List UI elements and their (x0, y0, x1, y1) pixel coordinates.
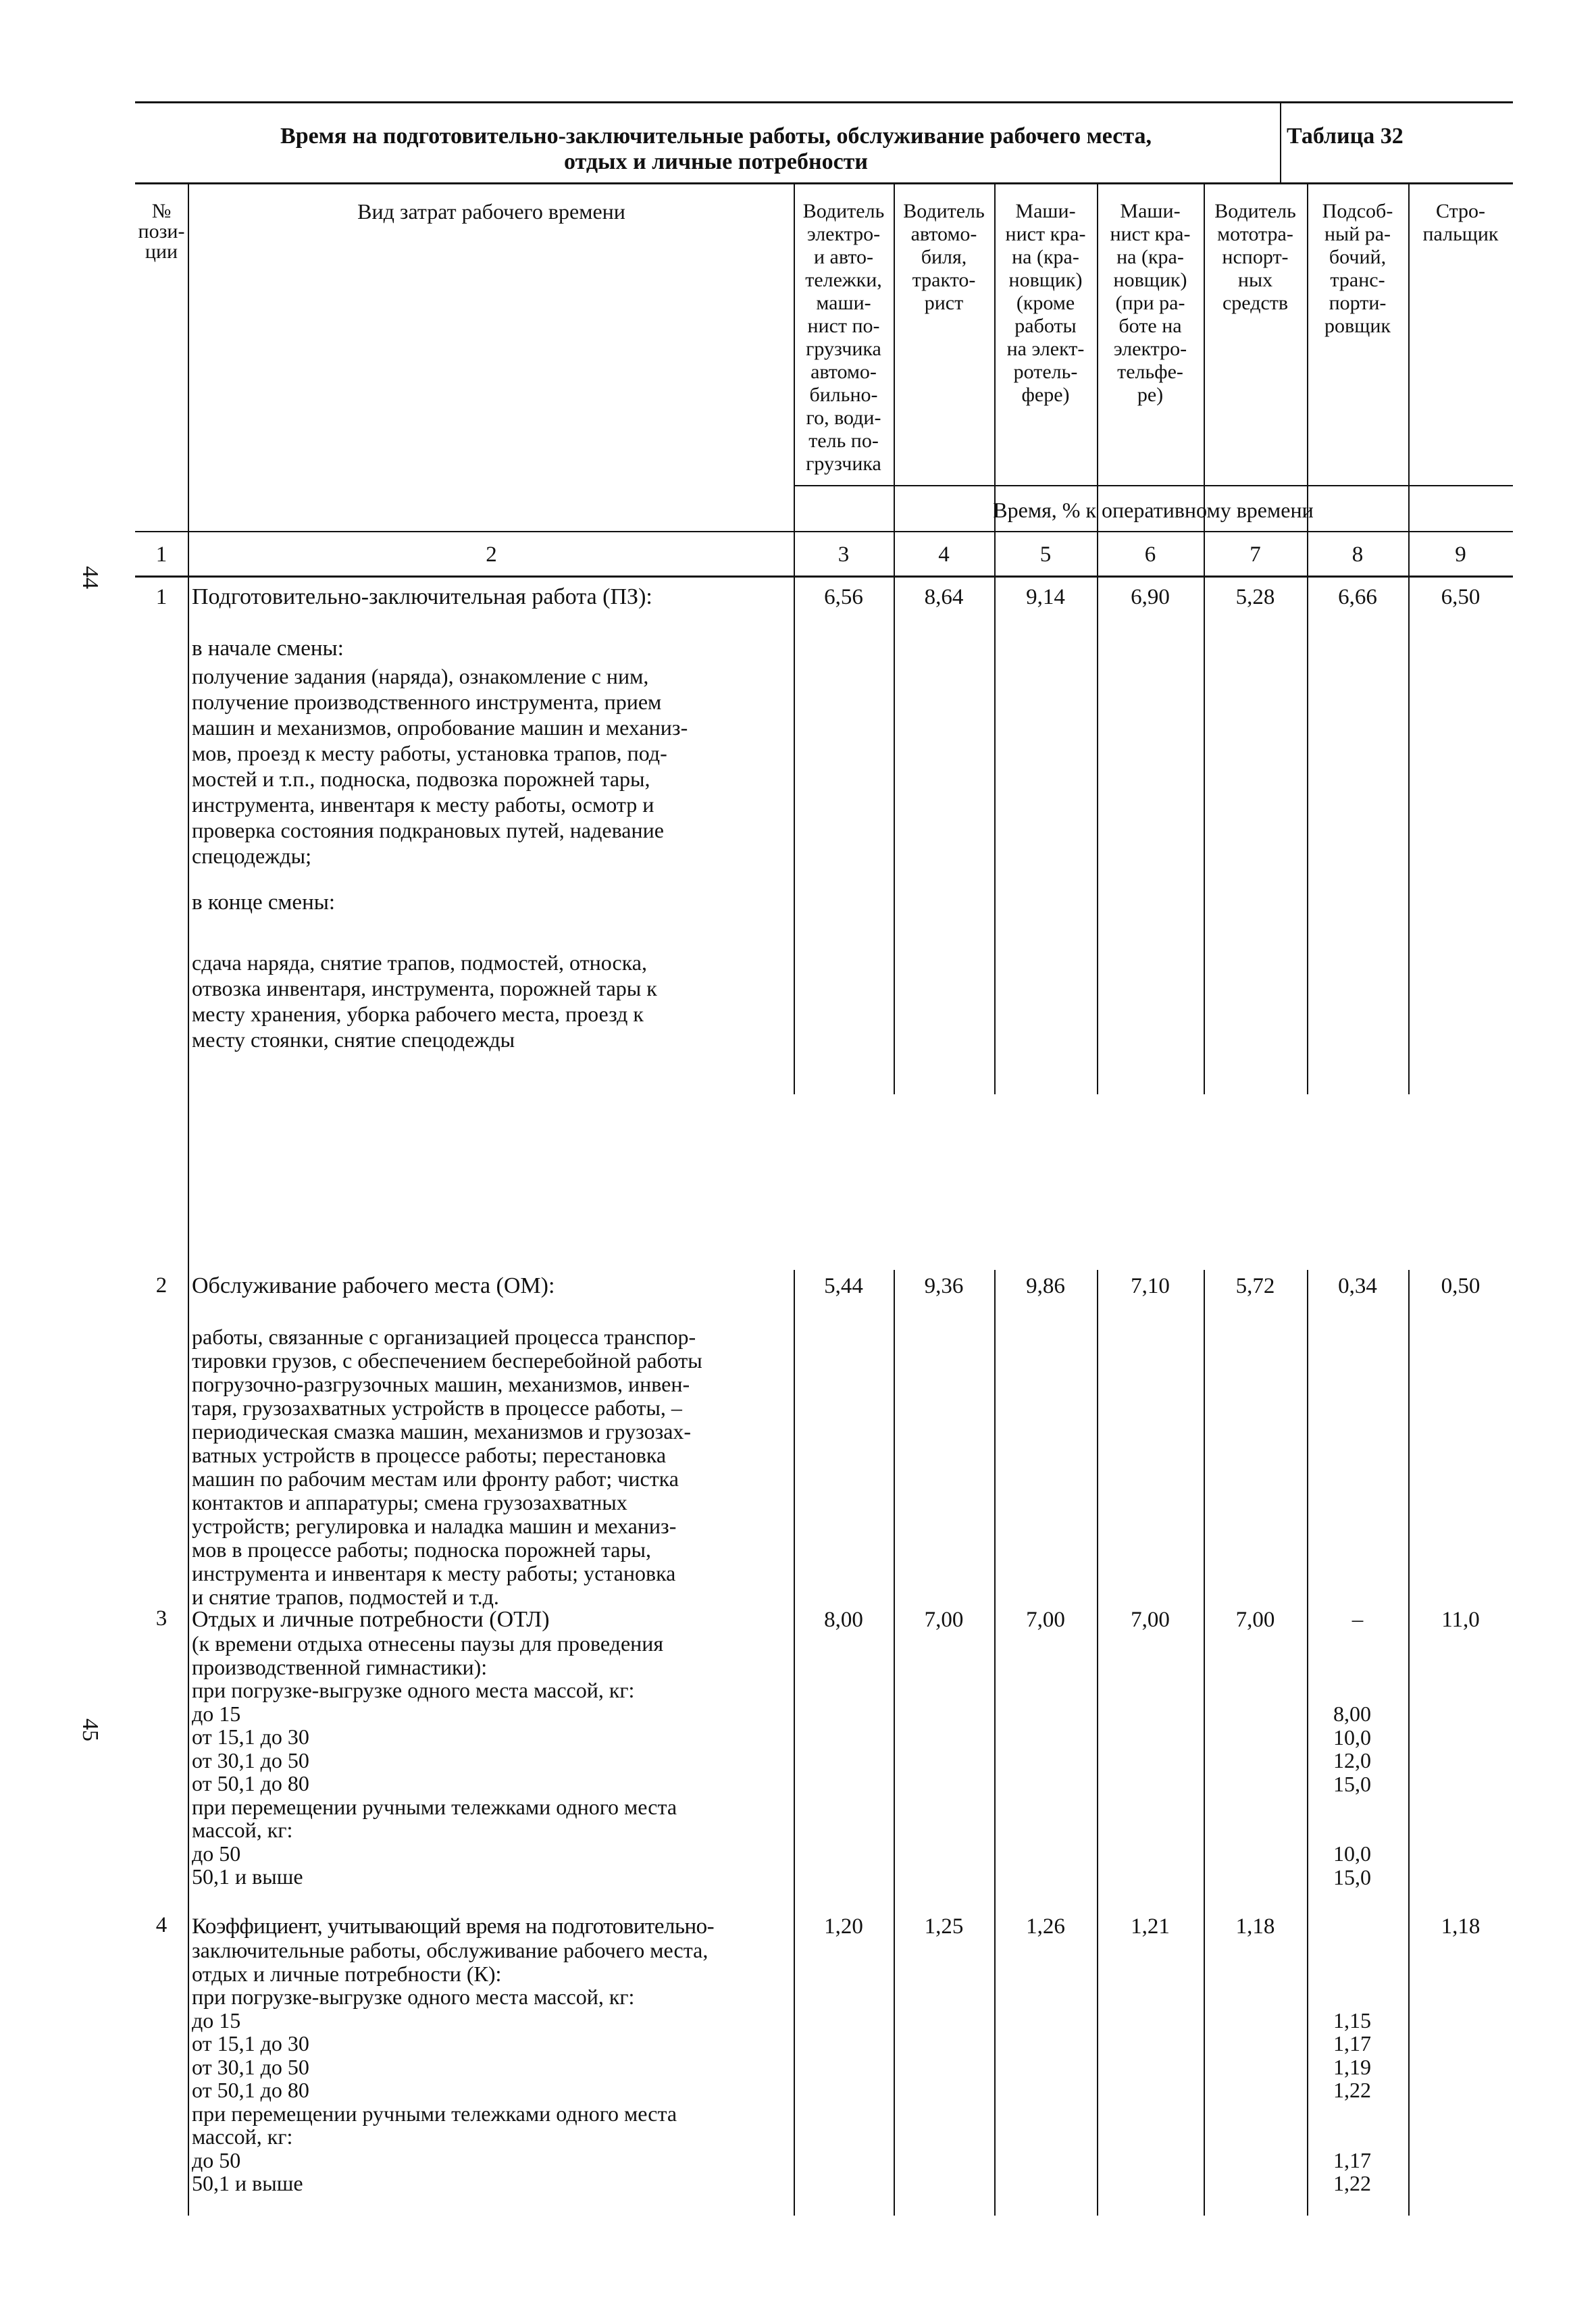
col-header-crane-telpher: Маши- нист кра- на (кра- новщик) (при ра- боте на электро- тельфе- ре) (1110, 200, 1191, 406)
row-sub-value: 1,17 (1333, 2031, 1371, 2056)
row-sub-value: 10,0 (1333, 1725, 1371, 1750)
row-value: – (1352, 1608, 1364, 1632)
row-sub-value: 8,00 (1333, 1702, 1371, 1726)
row-value: 6,50 (1441, 585, 1481, 609)
page-title-line1: Время на подготовительно-заключительные работы, обслуживание рабочего места, (280, 124, 1152, 149)
row-sub-value: 1,17 (1333, 2147, 1371, 2172)
row-value: 9,36 (924, 1274, 964, 1298)
row-value: 8,00 (824, 1608, 863, 1632)
row-value: 6,90 (1131, 585, 1170, 609)
time-header: Время, % к оперативному времени (993, 498, 1314, 522)
col-header-driver-auto: Водитель автомо- биля, тракто- рист (903, 200, 985, 314)
row-position: 3 (155, 1606, 168, 1631)
row-value: 1,18 (1441, 1914, 1481, 1939)
row-sub-value: 15,0 (1333, 1771, 1371, 1796)
page-title-line2: отдых и личные потребности (564, 149, 868, 174)
row-value: 5,72 (1235, 1274, 1275, 1298)
col-number: 8 (1352, 542, 1364, 567)
col-line-6 (1204, 182, 1205, 1094)
row-value: 8,64 (924, 585, 964, 609)
col-line-3 (894, 182, 895, 1094)
row-position: 4 (155, 1913, 168, 1937)
col-header-kind: Вид затрат рабочего времени (357, 199, 625, 224)
row-value: 9,14 (1026, 585, 1065, 609)
row-title: Подготовительно-заключительная работа (ПЗ): (192, 584, 652, 609)
col-number: 5 (1039, 542, 1052, 567)
row-value: 9,86 (1026, 1274, 1065, 1298)
header-top-rule (135, 182, 1513, 184)
col-line-3b (894, 1270, 895, 2216)
row-position: 1 (155, 585, 168, 609)
col-number: 9 (1455, 542, 1466, 567)
col-line-8b (1408, 1270, 1410, 2216)
row-value: 0,50 (1441, 1274, 1481, 1298)
col-header-position: № пози- ции (138, 200, 185, 263)
row-value: 7,00 (1026, 1608, 1065, 1632)
row-title: Отдых и личные потребности (ОТЛ) (192, 1607, 550, 1632)
row-value: 6,56 (824, 585, 863, 609)
row-value: 1,25 (924, 1914, 964, 1939)
row-value: 1,18 (1235, 1914, 1275, 1939)
col-number: 2 (486, 542, 497, 567)
row-description-label: в конце смены: (192, 890, 336, 915)
top-rule (135, 101, 1513, 103)
row-description-label: в начале смены: (192, 636, 344, 661)
col-number: 4 (938, 542, 950, 567)
row-value: 7,00 (1131, 1608, 1170, 1632)
row-value: 1,20 (824, 1914, 863, 1939)
col-header-helper: Подсоб- ный ра- бочий, транс- порти- ровщик (1322, 200, 1393, 337)
title-divider (1280, 101, 1281, 184)
row-description: (к времени отдыха отнесены паузы для проведения производственной гимнастики): при погрузке-выгрузке одного места массой, кг: до 15 от 15,1 до 30 от 30,1 до 50 от 50,1 до 80 при перемещении ручными тележками одного места массой, кг: до 50 50,1 и выше (192, 1631, 677, 1889)
row-sub-value: 1,22 (1333, 2078, 1371, 2102)
col-line-4b (994, 1270, 996, 2216)
header-bottom-rule (135, 531, 1513, 532)
col-line-5b (1097, 1270, 1098, 2216)
row-value: 7,00 (1235, 1608, 1275, 1632)
col-header-driver-electro: Водитель электро- и авто- тележки, маши- нист по- грузчика автомо- бильно- го, води- тель по- грузчика (802, 200, 885, 475)
table-label: Таблица 32 (1287, 124, 1404, 149)
col-number: 1 (155, 542, 168, 567)
row-sub-value: 15,0 (1333, 1864, 1371, 1889)
col-line-2b (794, 1270, 795, 2216)
row-value: 5,44 (824, 1274, 863, 1298)
row-value: 5,28 (1235, 585, 1275, 609)
row-value: 0,34 (1338, 1274, 1377, 1298)
col-number: 6 (1144, 542, 1156, 567)
col-line-8 (1408, 182, 1410, 1094)
header-values-rule (794, 485, 1513, 486)
row-value: 1,21 (1131, 1914, 1170, 1939)
row-title: Обслуживание рабочего места (ОМ): (192, 1273, 555, 1298)
row-value: 7,10 (1131, 1274, 1170, 1298)
row-sub-value: 10,0 (1333, 1841, 1371, 1866)
col-line-1 (188, 182, 189, 2216)
page-number-bottom: 45 (78, 1718, 103, 1741)
number-row-rule (135, 576, 1513, 578)
row-value: 11,0 (1441, 1608, 1480, 1632)
row-description: работы, связанные с организацией процесса транспор- тировки грузов, с обеспечением бесперебойной работы погрузочно-разгрузочных машин, механизмов, инвен- таря, грузозахватных устройств в процессе работы, – периодическая смазка машин, механизмов и грузозах- ватных устройств в процессе работы; перестановка машин по рабочим местам или фронту работ; чистка контактов и аппаратуры; смена грузозахватных устройств; регулировка и наладка машин и механиз- мов в процессе работы; подноска порожней тары, инструмента и инвентаря к месту работы; установка и снятие трапов, подмостей и т.д. (192, 1325, 702, 1609)
col-number: 7 (1250, 542, 1261, 567)
row-sub-value: 12,0 (1333, 1748, 1371, 1772)
col-line-6b (1204, 1270, 1205, 2216)
row-sub-value: 1,19 (1333, 2054, 1371, 2079)
col-header-moto: Водитель мототра- нспорт- ных средств (1214, 200, 1296, 314)
row-description: получение задания (наряда), ознакомление с ним, получение производственного инструмента, прием машин и механизмов, опробование машин и механиз- мов, проезд к месту работы, установка трапов, под- мостей и т.п., подноска, подвозка порожней тары, инструмента, инвентаря к месту работы, осмотр и проверка состояния подкрановых путей, надевание спецодежды; (192, 664, 688, 868)
row-sub-value: 1,15 (1333, 2008, 1371, 2033)
col-header-crane: Маши- нист кра- на (кра- новщик) (кроме работы на элект- ротель- фере) (1005, 200, 1086, 406)
row-position: 2 (155, 1273, 168, 1298)
row-description: заключительные работы, обслуживание рабочего места, отдых и личные потребности (К): при погрузке-выгрузке одного места массой, кг: до 15 от 15,1 до 30 от 30,1 до 50 от 50,1 до 80 при перемещении ручными тележками одного места массой, кг: до 50 50,1 и выше (192, 1938, 709, 2195)
row-value: 6,66 (1338, 585, 1377, 609)
row-value: 1,26 (1026, 1914, 1065, 1939)
row-sub-value: 1,22 (1333, 2171, 1371, 2195)
page-number-top: 44 (78, 566, 103, 589)
row-value: 7,00 (924, 1608, 964, 1632)
row-title: Коэффициент, учитывающий время на подготовительно- (192, 1914, 715, 1939)
row-description: сдача наряда, снятие трапов, подмостей, относка, отвозка инвентаря, инструмента, порожней тары к месту хранения, уборка рабочего места, проезд к месту стоянки, снятие спецодежды (192, 950, 657, 1052)
col-header-slinger: Стро- пальщик (1422, 200, 1499, 245)
col-number: 3 (838, 542, 850, 567)
